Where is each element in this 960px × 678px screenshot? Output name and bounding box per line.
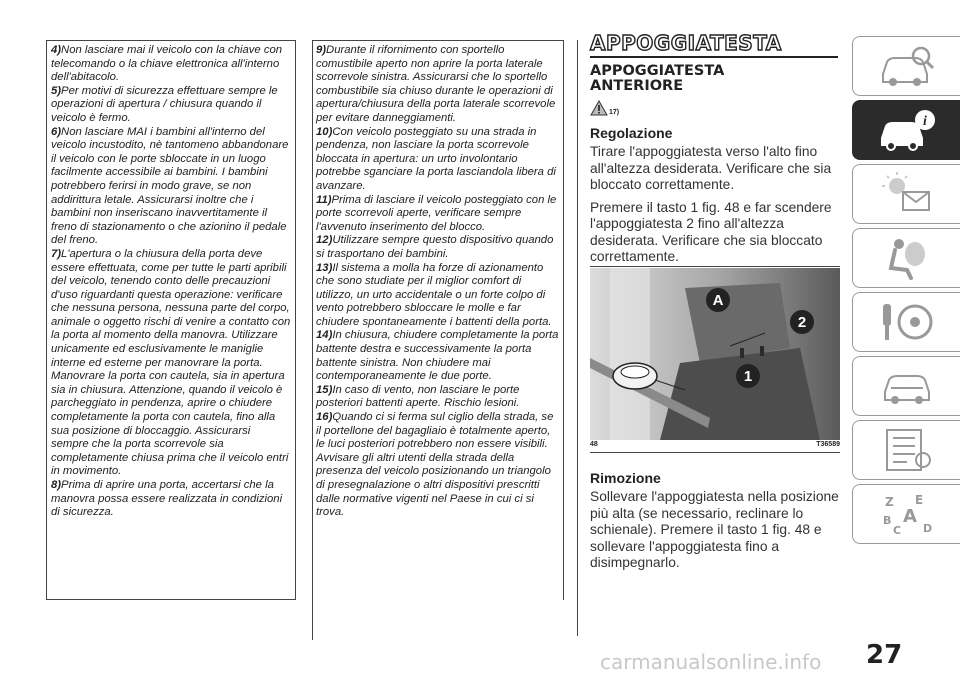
car-info-icon [877, 106, 937, 154]
note-10: 10)Con veicolo posteggiato su una strada in pendenza, non lasciare la porta scorrevole bloccata in apertura: un urto involontario potrebbe sganciare la porta lasciandola libera di avanzare. [316, 125, 556, 192]
car-breakdown-icon [877, 362, 937, 410]
notes-column-middle [312, 40, 564, 600]
tab-safety[interactable] [852, 228, 960, 288]
watermark-text: carmanualsonline.info [600, 650, 822, 674]
tab-maintenance[interactable] [852, 420, 960, 480]
car-search-icon [877, 42, 937, 90]
adjustment-heading: Regolazione [590, 125, 673, 141]
figure-48 [590, 266, 840, 456]
figure-number: 48 [590, 441, 598, 448]
maintenance-list-icon [877, 426, 937, 474]
title-underline [590, 56, 838, 58]
figure-caption [590, 441, 840, 448]
figure-code: T36589 [816, 441, 840, 448]
light-warning-icon [877, 170, 937, 218]
figure-label-2: 2 [790, 310, 814, 334]
figure-label-1: 1 [736, 364, 760, 388]
svg-text:D: D [922, 522, 932, 535]
warning-triangle-icon [590, 100, 608, 116]
index-letters-icon [877, 490, 937, 538]
note-9: 9)Durante il rifornimento con sportello comustibile aperto non aprire la porta laterale scorrevole sinistra. Assicurarsi che lo sportello combustibile sia chiuso durante le operazioni di apertura/chiusura della porta laterale scorrevole per evitare danneggiamenti. [316, 44, 556, 124]
removal-paragraph: Sollevare l'appoggiatesta nella posizione più alta (se necessario, reclinare lo schienale). Premere il tasto 1 fig. 48 e sollevare l'appoggiatesta fino a disimpegnarlo. [590, 489, 839, 570]
tab-warning-lights[interactable] [852, 164, 960, 224]
note-15: 15)In caso di vento, non lasciare le porte posteriori battenti aperte. Rischio lesioni. [316, 383, 520, 410]
note-5: 5)Per motivi di sicurezza effettuare sempre le operazioni di apertura / chiusura quando il veicolo è fermo. [51, 84, 278, 124]
note-16: 16)Quando ci si ferma sul ciglio della strada, se il portellone del bagagliaio è totalmente aperto, le luci posteriori potrebbero non essere visibili. Avvisare gli altri utenti della strada della presenza del veicolo posizionando un triangolo di presegnalazione o altri dispositivi prescritti dalle normative vigenti nel Paese in cui ci si trova. [316, 411, 554, 519]
svg-text:i: i [922, 114, 927, 129]
airbag-seat-icon [877, 234, 937, 282]
tab-vehicle-info[interactable] [852, 100, 960, 160]
svg-text:C: C [892, 524, 901, 537]
subsection-title: APPOGGIATESTA ANTERIORE [590, 63, 725, 94]
svg-text:E: E [914, 493, 923, 507]
note-8: 8)Prima di aprire una porta, accertarsi che la manovra possa essere realizzata in condizioni di sicurezza. [51, 479, 283, 519]
note-14: 14)In chiusura, chiudere completamente la porta battente destra e successivamente la porta battente sinistra. Non chiudere mai contemporaneamente le due porte. [316, 329, 559, 383]
note-11: 11)Prima di lasciare il veicolo posteggiato con le porte scorrevoli aperte, verificare sempre l'avvenuto inserimento del blocco. [316, 193, 557, 233]
note-12: 12)Utilizzare sempre questo dispositivo quando si trasportano dei bambini. [316, 234, 554, 260]
svg-text:Z: Z [884, 495, 894, 509]
column-divider [577, 40, 578, 636]
adjustment-paragraph-2: Premere il tasto 1 fig. 48 e far scendere l'appoggiatesta 2 fino all'altezza desiderata. Verificare che sia bloccato correttamente. [590, 199, 832, 264]
tab-emergency[interactable] [852, 356, 960, 416]
section-title: APPOGGIATESTA [590, 31, 782, 55]
note-4: 4)Non lasciare mai il veicolo con la chiave con telecomando o la chiave elettronica all'interno dell'abitacolo. [51, 44, 283, 84]
key-steering-icon [877, 298, 937, 346]
warning-ref-number: 17) [609, 109, 620, 116]
headrest-section [590, 32, 840, 266]
svg-text:A: A [902, 506, 917, 527]
note-13: 13)Il sistema a molla ha forze di azionamento che sono studiate per il miglior comfort di utilizzo, un urto accidentale o un forte colpo di vento potrebbero sbloccare le molle e far chiudere spontaneamente i battenti della porta. [316, 261, 552, 328]
note-6: 6)Non lasciare MAI i bambini all'interno del veicolo incustodito, nè tantomeno abbandonare il veicolo con le porte sbloccate in un luogo facilmente accessibile ai bambini. I bambini potrebbero ferirsi in modo grave, se non addirittura letale. Assicurarsi inoltre che i bambini non inseriscano inavvertitamente il freno di stazionamento o che azionino il pedale del freno. [51, 125, 289, 247]
notes-column-left [46, 40, 296, 600]
removal-section [590, 470, 840, 572]
tab-index[interactable] [852, 484, 960, 544]
tab-starting-driving[interactable] [852, 292, 960, 352]
svg-text:B: B [882, 514, 891, 527]
adjustment-paragraph-1: Tirare l'appoggiatesta verso l'alto fino all'altezza desiderata. Verificare che sia bloccato correttamente. [590, 144, 832, 192]
figure-label-a: A [706, 288, 730, 312]
tab-knowing-vehicle[interactable] [852, 36, 960, 96]
removal-heading: Rimozione [590, 470, 661, 486]
note-7: 7)L'apertura o la chiusura della porta deve essere effettuata, come per tutte le parti apribili del veicolo, tenendo conto delle precauzioni d'uso riguardanti questa operazione: verificare che nessuna persona, nessuna parte del corpo, animale o oggetto rischi di venire a contatto con la porta al momento della manovra. Utilizzare unicamente ed esclusivamente le maniglie interne ed esterne per manovrare la porta. Manovrare la porta con cautela, sia in apertura sia in chiusura. Attenzione, quando il veicolo è parcheggiato in pendenza, aprire o chiudere completamente la porta con cautela, fino alla sua posizione di bloccaggio. Assicurarsi sempre che la porta scorrevole sia completamente chiusa prima che il veicolo entri in movimento. [51, 247, 291, 478]
page-number: 27 [866, 640, 903, 670]
warning-reference [590, 98, 840, 116]
